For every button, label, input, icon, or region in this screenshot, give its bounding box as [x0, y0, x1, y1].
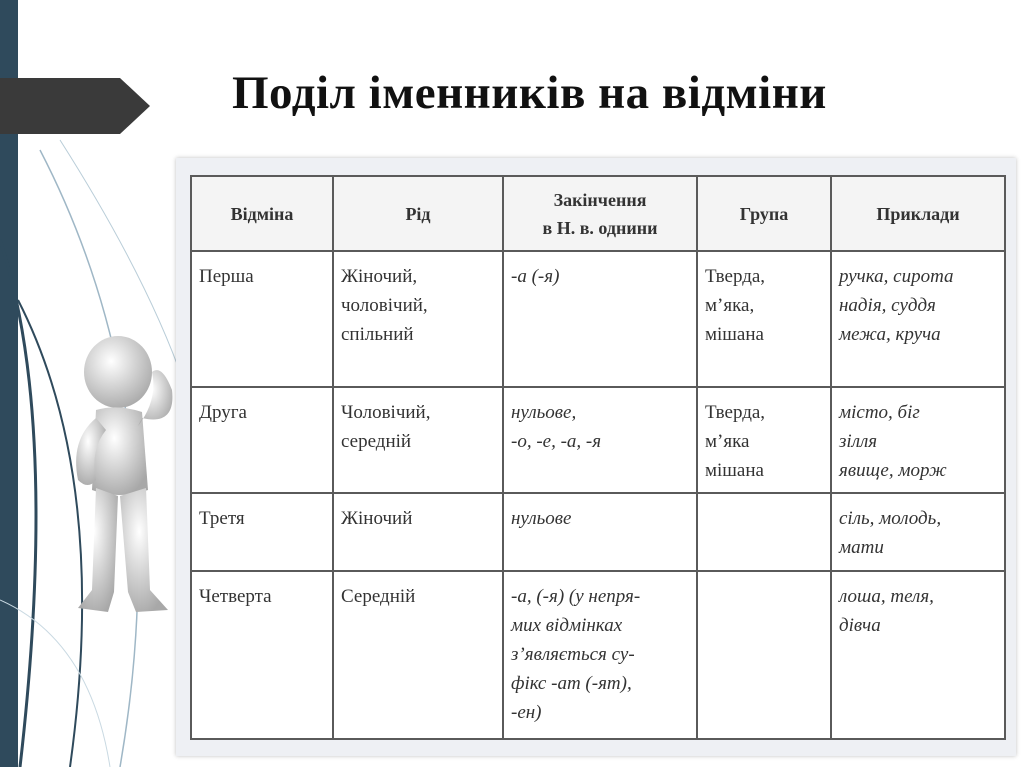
- cell-ending: нульове, -о, -е, -а, -я: [503, 387, 697, 493]
- cell-gender: Середній: [333, 571, 503, 739]
- header-examples: Приклади: [831, 176, 1005, 251]
- cell-ending: -а (-я): [503, 251, 697, 387]
- table-row: [191, 493, 1005, 571]
- cell-declension: Друга: [191, 387, 333, 493]
- header-gender: Рід: [333, 176, 503, 251]
- cell-group: [697, 571, 831, 739]
- cell-declension: Четверта: [191, 571, 333, 739]
- declension-table: [190, 175, 1006, 740]
- cell-group: Тверда, м’яка мішана: [697, 387, 831, 493]
- cell-gender: Жіночий: [333, 493, 503, 571]
- table-row: [191, 571, 1005, 739]
- cell-group: Тверда, м’яка, мішана: [697, 251, 831, 387]
- declension-table-card: [176, 158, 1016, 756]
- cell-ending: -а, (-я) (у непря- мих відмінках з’являється су- фікс -ат (-ят), -ен): [503, 571, 697, 739]
- header-declension: Відміна: [191, 176, 333, 251]
- cell-gender: Чоловічий, середній: [333, 387, 503, 493]
- cell-examples: ручка, сирота надія, суддя межа, круча: [831, 251, 1005, 387]
- cell-gender: Жіночий, чоловічий, спільний: [333, 251, 503, 387]
- thinking-person-icon: [56, 330, 196, 630]
- header-ending: Закінчення в Н. в. однини: [503, 176, 697, 251]
- title-arrow-banner: [0, 78, 150, 134]
- table-row: [191, 251, 1005, 387]
- cell-declension: Третя: [191, 493, 333, 571]
- table-row: [191, 387, 1005, 493]
- slide-title: Поділ іменників на відміни: [232, 67, 827, 119]
- cell-declension: Перша: [191, 251, 333, 387]
- cell-group: [697, 493, 831, 571]
- cell-ending: нульове: [503, 493, 697, 571]
- table-header-row: [191, 176, 1005, 251]
- cell-examples: сіль, молодь, мати: [831, 493, 1005, 571]
- cell-examples: місто, біг зілля явище, морж: [831, 387, 1005, 493]
- cell-examples: лоша, теля, дівча: [831, 571, 1005, 739]
- header-group: Група: [697, 176, 831, 251]
